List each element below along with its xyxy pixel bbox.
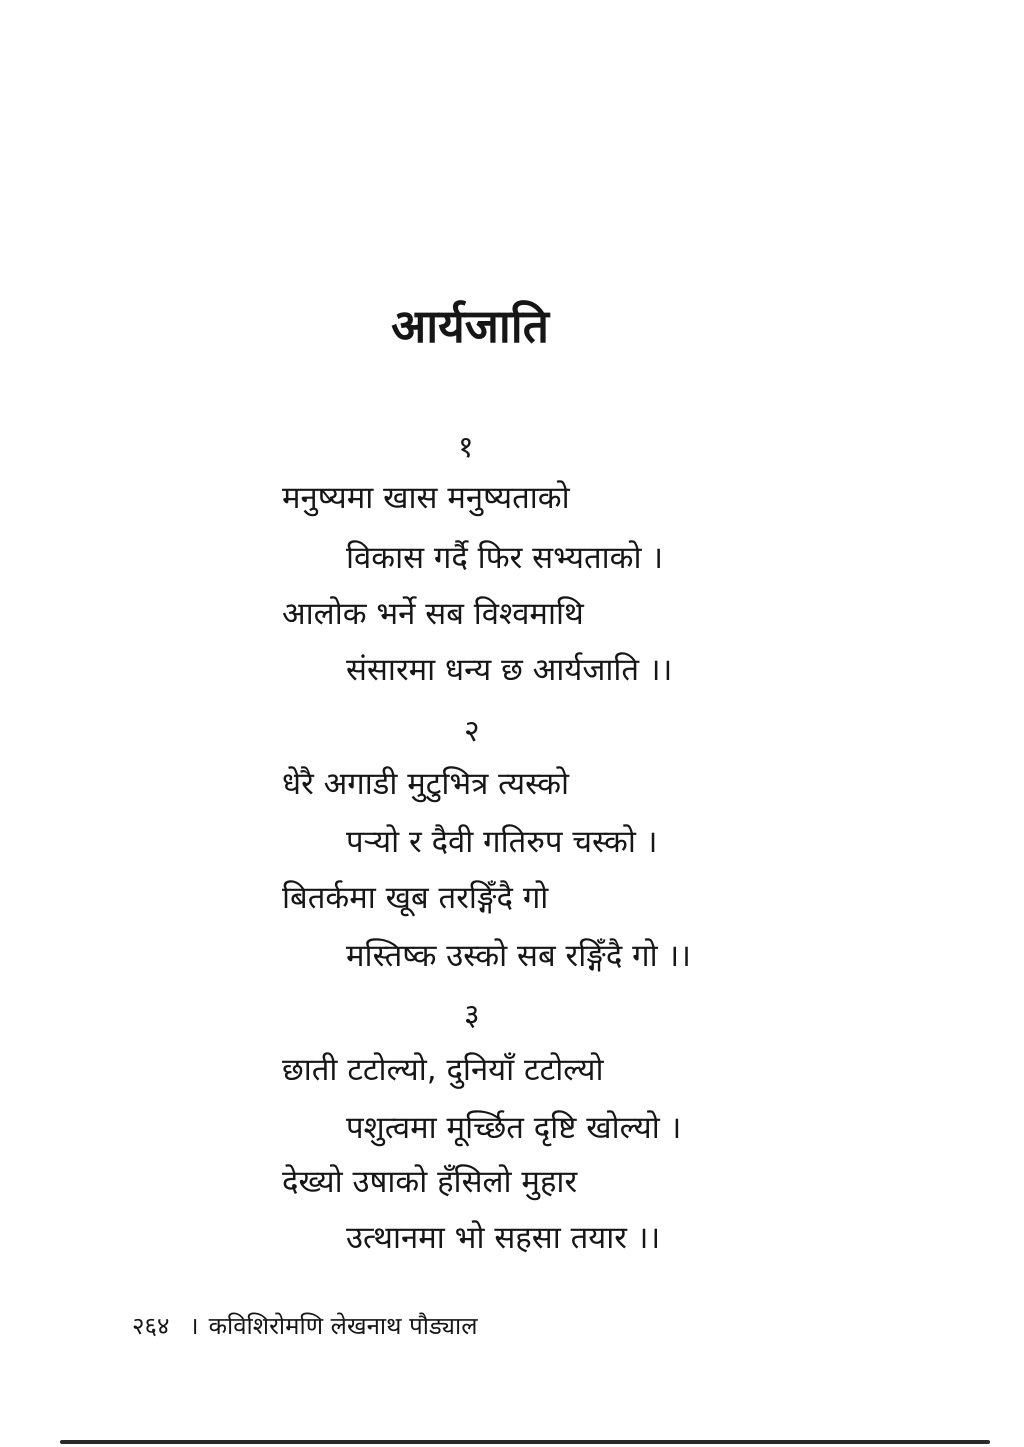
page-bottom-edge xyxy=(60,1440,990,1444)
poem-title: आर्यजाति xyxy=(391,299,549,353)
verse-line: धेरै अगाडी मुटुभित्र त्यस्को xyxy=(282,766,570,802)
stanza-number: २ xyxy=(464,714,480,749)
verse-line: विकास गर्दै फिर सभ्यताको । xyxy=(346,540,664,576)
stanza-number: १ xyxy=(458,430,474,465)
verse-line: संसारमा धन्य छ आर्यजाति ।। xyxy=(346,652,673,688)
book-title: कविशिरोमणि लेखनाथ पौड्याल xyxy=(208,1312,478,1340)
page-number: २६४ xyxy=(132,1312,170,1340)
stanza-number: ३ xyxy=(464,998,480,1033)
verse-line: बितर्कमा खूब तरङ्गिँदै गो xyxy=(282,880,549,916)
verse-line: पऱ्यो र दैवी गतिरुप चस्को । xyxy=(346,824,658,860)
verse-line: देख्यो उषाको हँसिलो मुहार xyxy=(282,1164,578,1200)
verse-line: मनुष्यमा खास मनुष्यताको xyxy=(282,480,570,516)
verse-line: उत्थानमा भो सहसा तयार ।। xyxy=(346,1220,661,1256)
verse-line: मस्तिष्क उस्को सब रङ्गिँदै गो ।। xyxy=(346,938,692,974)
page-footer xyxy=(132,1310,478,1342)
verse-line: आलोक भर्ने सब विश्वमाथि xyxy=(282,596,584,632)
footer-separator: । xyxy=(189,1312,199,1340)
verse-line: छाती टटोल्यो, दुनियाँ टटोल्यो xyxy=(282,1052,604,1088)
verse-line: पशुत्वमा मूर्च्छित दृष्टि खोल्यो । xyxy=(346,1110,682,1146)
